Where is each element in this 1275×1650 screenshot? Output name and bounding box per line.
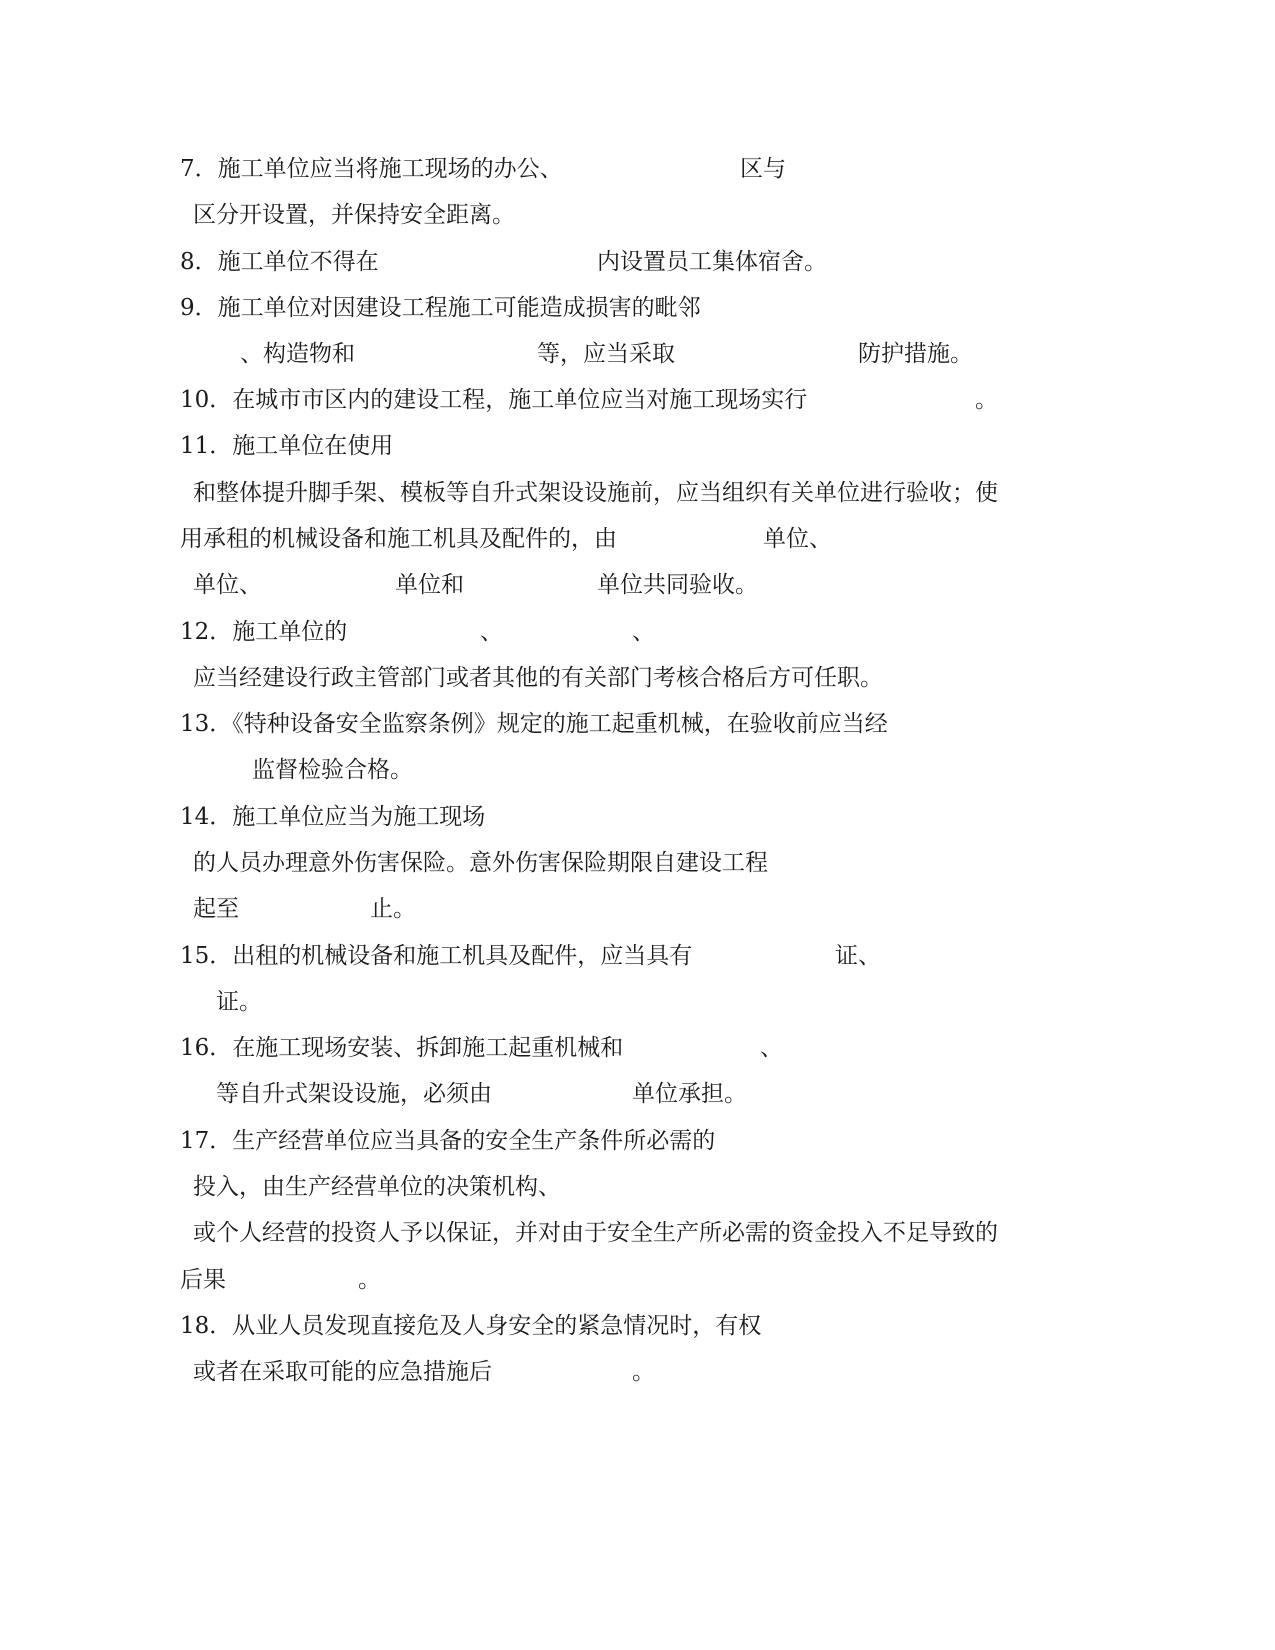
text-segment: 15．出租的机械设备和施工机具及配件，应当具有 xyxy=(180,943,693,969)
text-segment: 单位和 xyxy=(395,572,464,598)
text-segment: 单位、 xyxy=(193,572,262,598)
text-segment: 、 xyxy=(632,619,655,645)
text-segment: 防护措施。 xyxy=(858,341,973,367)
text-segment: 应当经建设行政主管部门或者其他的有关部门考核合格后方可任职。 xyxy=(193,665,883,691)
text-segment: 18．从业人员发现直接危及人身安全的紧急情况时，有权 xyxy=(180,1313,762,1339)
text-segment: 9．施工单位对因建设工程施工可能造成损害的毗邻 xyxy=(180,295,701,321)
text-segment: 14．施工单位应当为施工现场 xyxy=(180,804,486,830)
text-segment: 起至 xyxy=(193,896,239,922)
text-segment: 用承租的机械设备和施工机具及配件的，由 xyxy=(180,526,617,552)
text-segment: 。 xyxy=(358,1267,381,1293)
text-segment: 投入，由生产经营单位的决策机构、 xyxy=(193,1174,561,1200)
text-segment: 单位承担。 xyxy=(632,1081,747,1107)
text-segment: 止。 xyxy=(370,896,416,922)
text-segment: 、 xyxy=(480,619,503,645)
text-segment: 后果 xyxy=(180,1267,226,1293)
text-segment: 和整体提升脚手架、模板等自升式架设设施前，应当组织有关单位进行验收；使 xyxy=(193,480,998,506)
text-segment: 10．在城市市区内的建设工程，施工单位应当对施工现场实行 xyxy=(180,387,808,413)
text-segment: 。 xyxy=(975,387,998,413)
text-segment: 区与 xyxy=(740,156,786,182)
text-segment: 12．施工单位的 xyxy=(180,619,348,645)
text-segment: 等，应当采取 xyxy=(537,341,675,367)
text-segment: 7．施工单位应当将施工现场的办公、 xyxy=(180,156,563,182)
text-segment: 单位、 xyxy=(763,526,832,552)
text-segment: 等自升式架设设施，必须由 xyxy=(216,1081,492,1107)
text-segment: 内设置员工集体宿舍。 xyxy=(597,249,827,275)
text-segment: 13．《特种设备安全监察条例》规定的施工起重机械，在验收前应当经 xyxy=(180,711,888,737)
text-segment: 证。 xyxy=(216,989,262,1015)
text-segment: 11．施工单位在使用 xyxy=(180,433,394,459)
text-segment: 、构造物和 xyxy=(240,341,355,367)
text-segment: 8．施工单位不得在 xyxy=(180,249,379,275)
text-segment: 。 xyxy=(632,1359,655,1385)
text-segment: 的人员办理意外伤害保险。意外伤害保险期限自建设工程 xyxy=(193,850,768,876)
text-segment: 单位共同验收。 xyxy=(597,572,758,598)
text-segment: 证、 xyxy=(835,943,881,969)
text-segment: 或个人经营的投资人予以保证，并对由于安全生产所必需的资金投入不足导致的 xyxy=(193,1220,998,1246)
text-segment: 或者在采取可能的应急措施后 xyxy=(193,1359,492,1385)
text-segment: 、 xyxy=(760,1035,783,1061)
text-segment: 17．生产经营单位应当具备的安全生产条件所必需的 xyxy=(180,1128,716,1154)
text-segment: 16．在施工现场安装、拆卸施工起重机械和 xyxy=(180,1035,624,1061)
text-segment: 监督检验合格。 xyxy=(252,757,413,783)
text-segment: 区分开设置，并保持安全距离。 xyxy=(193,202,515,228)
